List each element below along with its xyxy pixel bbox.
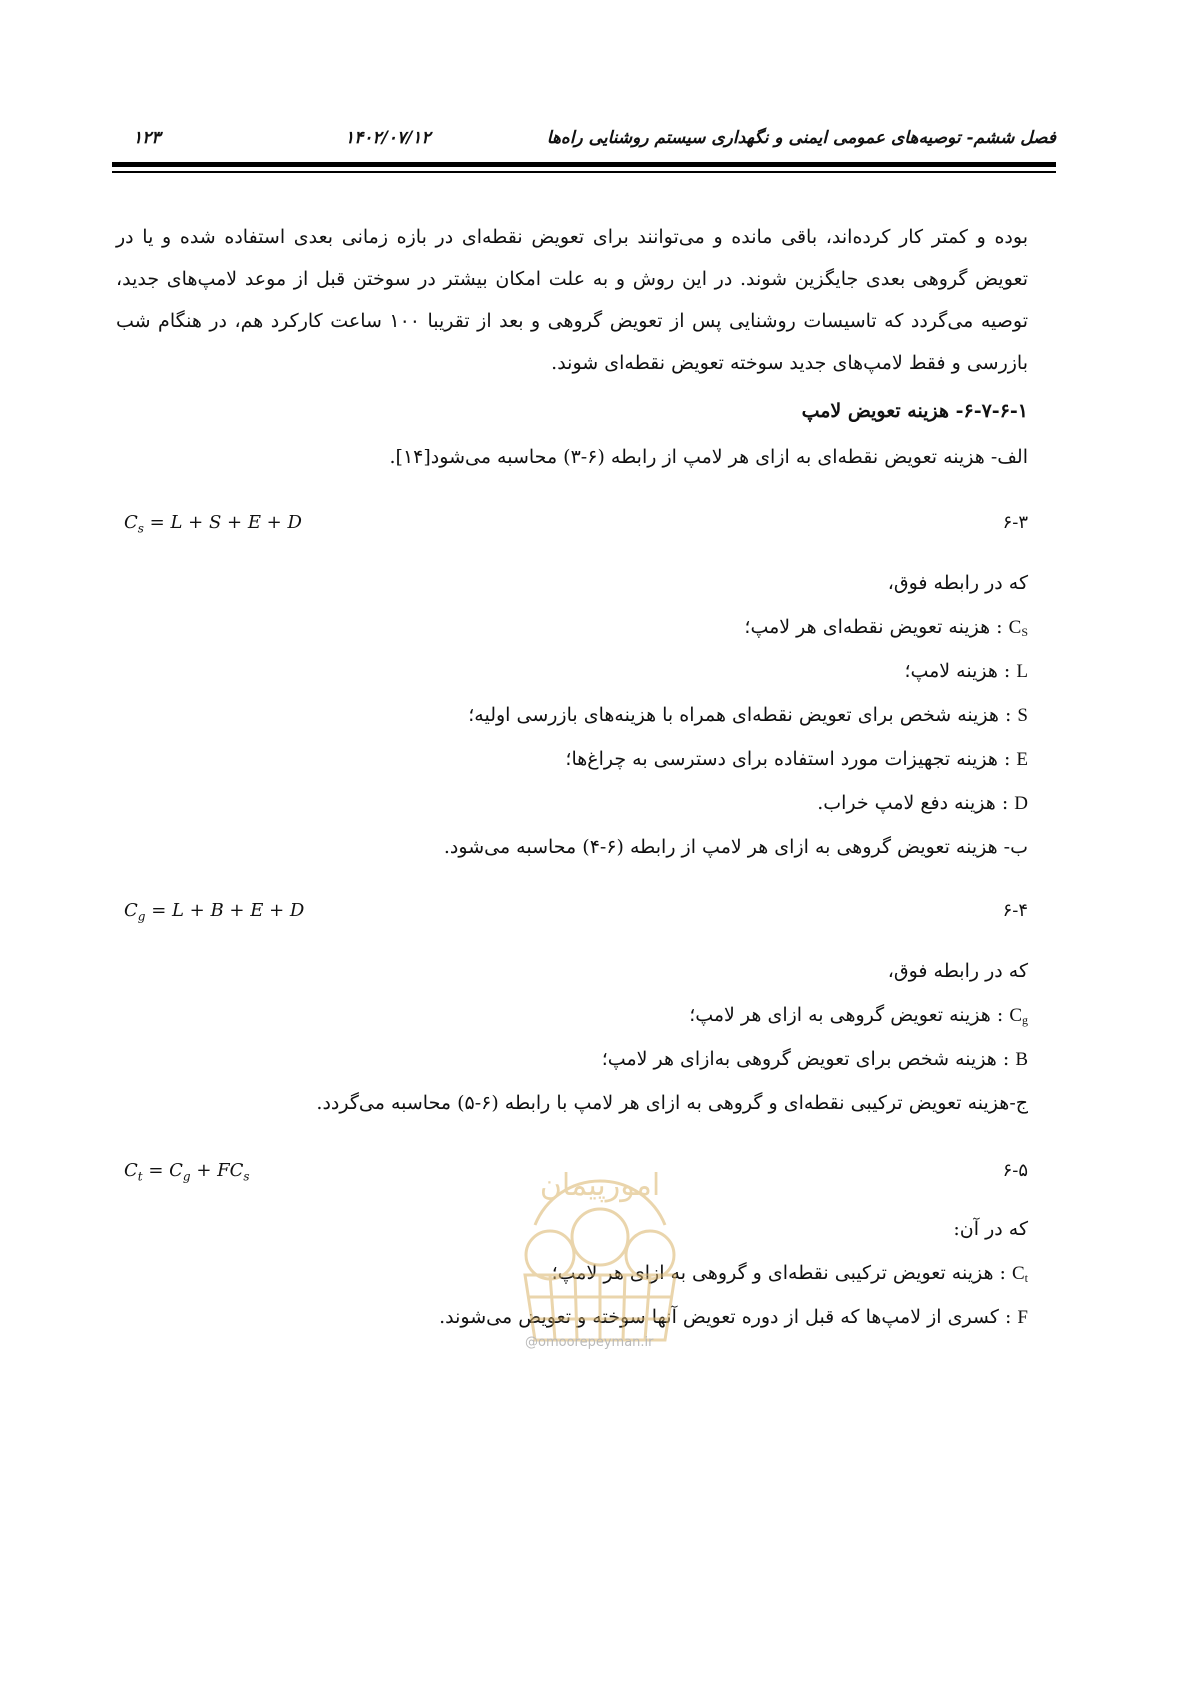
where-2: که در رابطه فوق، <box>887 960 1028 982</box>
eq2-lhs: $C_g$ <box>124 900 146 924</box>
watermark-gear-left <box>526 1231 574 1279</box>
body-paragraph: بوده و کمتر کار کرده‌اند، باقی مانده و می‌توانند برای تعویض نقطه‌ای در بازه زمانی بعدی استفاده شده و یا در تعویض گروهی بعدی جایگزین شوند. در این روش و به علت امکان بیشتر در سوختن قبل از موعد لامپ‌های جدید، توصیه می‌گردد که تاسیسات روشنایی پس از تعویض گروهی و بعد از تقریبا ۱۰۰ ساعت کارکرد هم، در هنگام شب بازرسی و فقط لامپ‌های جدید سوخته تعویض نقطه‌ای شوند. <box>116 226 1028 374</box>
definition-l: L : هزینه لامپ؛ <box>904 660 1028 682</box>
symbol-cg: Cg <box>1009 1005 1028 1027</box>
eq1-lhs: $C_s$ <box>124 512 144 536</box>
definition-cs: CS : هزینه تعویض نقطه‌ای هر لامپ؛ <box>744 616 1028 639</box>
definition-cg: Cg : هزینه تعویض گروهی به ازای هر لامپ؛ <box>689 1004 1028 1027</box>
page-number: ۱۲۳ <box>133 128 161 148</box>
watermark-logo-text: امورپیمان <box>539 1168 661 1203</box>
item-a: الف- هزینه تعویض نقطه‌ای به ازای هر لامپ از رابطه (۶-۳) محاسبه می‌شود[۱۴]. <box>389 446 1028 468</box>
equation-2-number: ۶-۴ <box>1002 900 1028 921</box>
equation-2: $C_g = L + B + E + D$ <box>124 900 305 924</box>
equation-3-number: ۶-۵ <box>1002 1160 1028 1181</box>
symbol-d: D <box>1014 793 1028 814</box>
symbol-b: B <box>1015 1049 1028 1070</box>
where-3: که در آن: <box>953 1218 1028 1240</box>
header-rule-thick <box>112 162 1056 167</box>
equation-row-2 <box>116 900 1028 930</box>
running-header-title: فصل ششم- توصیه‌های عمومی ایمنی و نگهداری سیستم روشنایی راه‌ها <box>546 128 1056 148</box>
where-1: که در رابطه فوق، <box>887 572 1028 594</box>
definition-b: B : هزینه شخص برای تعویض گروهی به‌ازای هر لامپ؛ <box>601 1048 1028 1070</box>
eq3-lhs: $C_t$ <box>124 1160 143 1184</box>
symbol-e: E <box>1016 749 1028 770</box>
equation-1: $C_s = L + S + E + D$ <box>124 512 302 536</box>
symbol-l: L <box>1016 661 1028 682</box>
symbol-f: F <box>1017 1307 1028 1328</box>
watermark-gear-center <box>572 1209 628 1265</box>
running-header-date: ۱۴۰۲/۰۷/۱۲ <box>345 128 431 148</box>
header-rule-thin <box>112 171 1056 173</box>
symbol-s: S <box>1017 705 1028 726</box>
symbol-ct: Ct <box>1011 1263 1028 1285</box>
equation-3: $C_t = C_g + FC_s$ <box>124 1160 250 1184</box>
definition-f: F : کسری از لامپ‌ها که قبل از دوره تعویض آنها سوخته و تعویض می‌شوند. <box>439 1306 1028 1328</box>
watermark-site: @omoorepeyman.ir <box>525 1335 654 1350</box>
equation-1-number: ۶-۳ <box>1002 512 1028 533</box>
item-b: ب- هزینه تعویض گروهی به ازای هر لامپ از رابطه (۶-۴) محاسبه می‌شود. <box>443 836 1028 858</box>
definition-ct: Ct : هزینه تعویض ترکیبی نقطه‌ای و گروهی به ازای هر لامپ؛ <box>551 1262 1028 1285</box>
watermark-logo <box>495 1125 705 1365</box>
definition-d: D : هزینه دفع لامپ خراب. <box>817 792 1028 814</box>
section-heading: ۶-۷-۶-۱- هزینه تعویض لامپ <box>801 400 1028 422</box>
watermark-gear-right <box>626 1231 674 1279</box>
definition-s: S : هزینه شخص برای تعویض نقطه‌ای همراه با هزینه‌های بازرسی اولیه؛ <box>468 704 1028 726</box>
symbol-cs: CS <box>1008 617 1028 639</box>
definition-e: E : هزینه تجهیزات مورد استفاده برای دسترسی به چراغ‌ها؛ <box>565 748 1028 770</box>
equation-row-1 <box>116 512 1028 542</box>
item-c: ج-هزینه تعویض ترکیبی نقطه‌ای و گروهی به ازای هر لامپ با رابطه (۶-۵) محاسبه می‌گردد. <box>316 1092 1028 1114</box>
